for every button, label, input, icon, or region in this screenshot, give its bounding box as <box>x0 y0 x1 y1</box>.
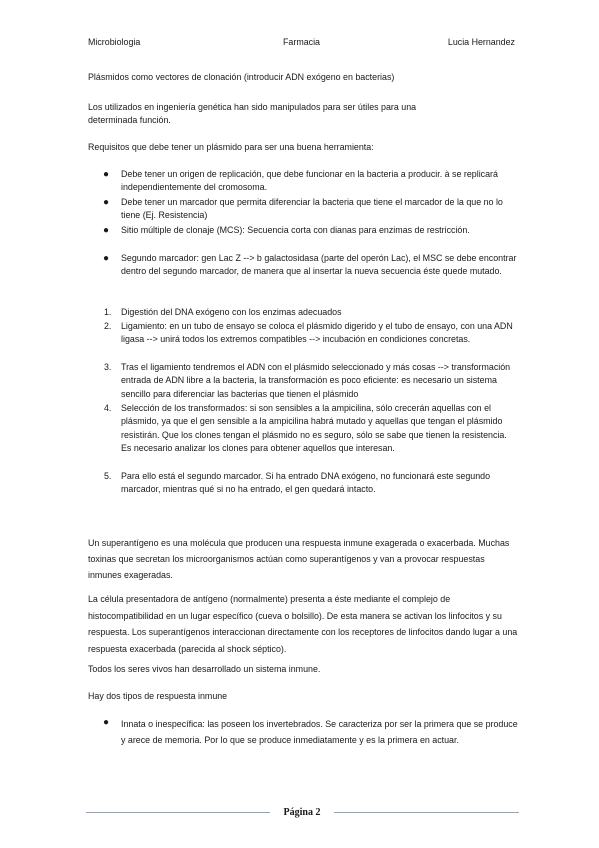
list-item: Sitio múltiple de clonaje (MCS): Secuencia corta con dianas para enzimas de restricción. <box>121 225 470 235</box>
bullet-icon: ● <box>103 169 110 180</box>
step-number: 4. <box>104 403 112 413</box>
list-item: Debe tener un marcador que permita diferenciar la bacteria que tiene el marcador de la que no lo tiene (Ej. Resistencia) <box>121 197 503 221</box>
superantigen-paragraph: Un superantígeno es una molécula que producen una respuesta inmune exagerada o exacerbada. Muchas toxinas que secretan los microorganismos actúan como superantígenos y van a provocar respuestas inmunes exageradas. <box>88 538 510 580</box>
section-heading: Plásmidos como vectores de clonación (introducir ADN exógeno en bacterias) <box>88 72 395 82</box>
step-number: 1. <box>104 307 112 317</box>
bullet-icon: ● <box>103 717 110 728</box>
step-text: Selección de los transformados: si son sensibles a la ampicilina, sólo crecerán aquellas con el plásmido, ya que el gen sensible a la ampicilina habrá mutado y aquellas que tengan el plásmido resistirán. Que los clones tengan el plásmido no es seguro, sólo se sabe que tienen la resistencia. Es necesario analizar los clones para obtener aquellos que interesan. <box>121 403 507 454</box>
step-number: 3. <box>104 362 112 372</box>
header-author: Lucia Hernandez <box>447 37 515 47</box>
antigen-presenting-paragraph: La célula presentadora de antígeno (normalmente) presenta a éste mediante el complejo de histocompatibilidad en un lugar específico (cueva o bolsillo). De esta manera se activan los linfocitos y su respuesta. Los superantígenos interaccionan directamente con los receptores de linfocitos dando lugar a una respuesta exacerbada (parecida al shock séptico). <box>88 594 518 654</box>
bullet-icon: ● <box>103 197 110 208</box>
step-text: Para ello está el segundo marcador. Si ha entrado DNA exógeno, no funcionará este segundo marcador, mientras qué si no ha entrado, el gen quedará intacto. <box>121 471 491 495</box>
step-text: Tras el ligamiento tendremos el ADN con el plásmido seleccionado y más cosas --> transformación entrada de ADN libre a la bacteria, la transformación es poco eficiente: es necesario un sistema sencillo para diferenciar las bacterias que tienen el plásmido <box>121 362 511 399</box>
living-beings-paragraph: Todos los seres vivos han desarrollado un sistema inmune. <box>88 664 321 674</box>
intro-paragraph: Los utilizados en ingeniería genética han sido manipulados para ser útiles para una determinada función. <box>88 102 417 126</box>
list-item: Segundo marcador: gen Lac Z --> b galactosidasa (parte del operón Lac), el MSC se debe encontrar dentro del segundo marcador, de manera que al insertar la nueva secuencia éste quede mutado. <box>121 253 517 277</box>
bullet-icon: ● <box>103 225 110 236</box>
step-number: 5. <box>104 471 112 481</box>
step-text: Ligamiento: en un tubo de ensayo se coloca el plásmido digerido y el tubo de ensayo, con una ADN ligasa --> unirá todos los extremos compatibles --> incubación en condiciones concretas. <box>121 321 513 345</box>
list-item: Innata o inespecífica: las poseen los invertebrados. Se caracteriza por ser la primera que se produce y arece de memoria. Por lo que se produce inmediatamente y es la primera en actuar. <box>121 719 518 745</box>
page-header <box>88 36 515 50</box>
step-number: 2. <box>104 321 112 331</box>
bullet-icon: ● <box>103 253 110 264</box>
requirements-title: Requisitos que debe tener un plásmido para ser una buena herramienta: <box>88 142 374 152</box>
header-subject: Microbiologia <box>88 37 141 47</box>
list-item: Debe tener un origen de replicación, que debe funcionar en la bacteria a producir. à se replicará independientemente del cromosoma. <box>121 169 498 193</box>
header-degree: Farmacia <box>283 37 320 47</box>
step-text: Digestión del DNA exógeno con los enzimas adecuados <box>121 307 342 317</box>
page-number: Página 2 <box>270 806 334 820</box>
immune-types-intro: Hay dos tipos de respuesta inmune <box>88 691 228 701</box>
